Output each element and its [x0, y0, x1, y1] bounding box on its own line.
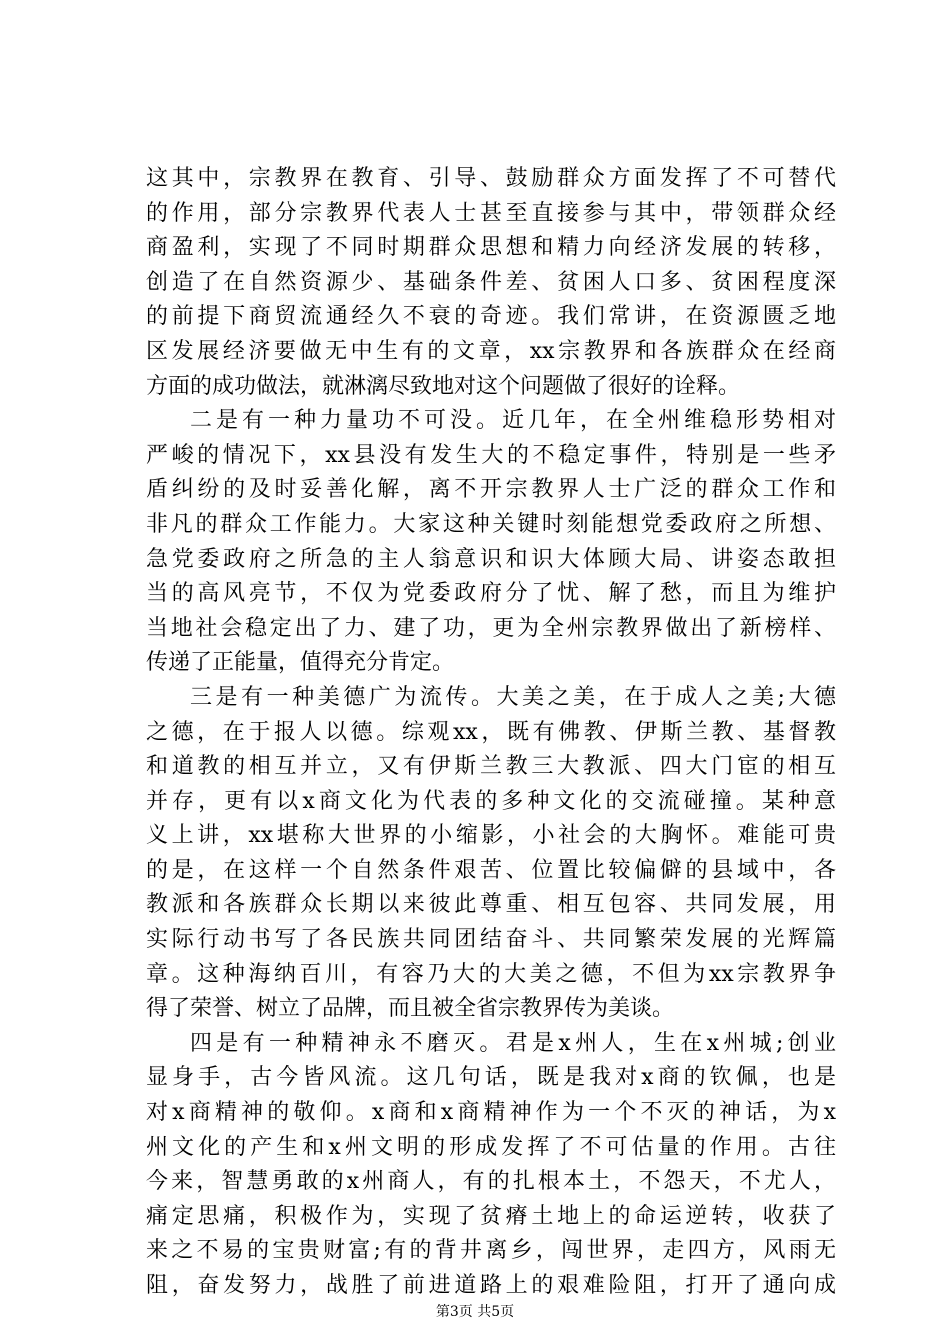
- text-line: 和道教的相互并立，又有伊斯兰教三大教派、四大门宦的相互: [146, 754, 836, 780]
- text-line: 非凡的群众工作能力。大家这种关键时刻能想党委政府之所想、: [146, 511, 836, 537]
- text-line: 痛定思痛，积极作为，实现了贫瘠土地上的命运逆转，收获了: [146, 1203, 836, 1229]
- paragraph-first-line: 三是有一种美德广为流传。大美之美，在于成人之美;大德: [190, 684, 836, 710]
- text-line: 章。这种海纳百川，有容乃大的大美之德，不但为xx宗教界争: [146, 961, 836, 987]
- text-line: 的前提下商贸流通经久不衰的奇迹。我们常讲，在资源匮乏地: [146, 304, 836, 330]
- text-line: 之德，在于报人以德。综观xx，既有佛教、伊斯兰教、基督教: [146, 719, 836, 745]
- text-line: 州文化的产生和x州文明的形成发挥了不可估量的作用。古往: [146, 1134, 836, 1160]
- text-line: 商盈利，实现了不同时期群众思想和精力向经济发展的转移，: [146, 235, 836, 261]
- text-line: 来之不易的宝贵财富;有的背井离乡，闯世界，走四方，风雨无: [146, 1238, 836, 1264]
- text-line: 这其中，宗教界在教育、引导、鼓励群众方面发挥了不可替代: [146, 166, 836, 191]
- text-line: 实际行动书写了各民族共同团结奋斗、共同繁荣发展的光辉篇: [146, 927, 836, 953]
- text-line: 创造了在自然资源少、基础条件差、贫困人口多、贫困程度深: [146, 269, 836, 295]
- page-footer: 第3页 共5页: [435, 1304, 515, 1320]
- text-line: 得了荣誉、树立了品牌，而且被全省宗教界传为美谈。: [146, 996, 675, 1022]
- paragraph-first-line: 二是有一种力量功不可没。近几年，在全州维稳形势相对: [190, 408, 836, 434]
- text-line: 的是，在这样一个自然条件艰苦、位置比较偏僻的县域中，各: [146, 857, 836, 883]
- text-line: 教派和各族群众长期以来彼此尊重、相互包容、共同发展，用: [146, 892, 836, 918]
- text-line: 今来，智慧勇敢的x州商人，有的扎根本土，不怨天，不尤人，: [146, 1169, 836, 1195]
- text-line: 严峻的情况下，xx县没有发生大的不稳定事件，特别是一些矛: [146, 442, 836, 468]
- text-line: 义上讲，xx堪称大世界的小缩影，小社会的大胸怀。难能可贵: [146, 823, 836, 849]
- paragraph-first-line: 四是有一种精神永不磨灭。君是x州人，生在x州城;创业: [190, 1030, 836, 1056]
- text-line: 阻，奋发努力，战胜了前进道路上的艰难险阻，打开了通向成: [146, 1273, 836, 1298]
- text-line: 传递了正能量，值得充分肯定。: [146, 650, 455, 676]
- body-text: [146, 162, 836, 1304]
- text-line: 区发展经济要做无中生有的文章，xx宗教界和各族群众在经商: [146, 338, 836, 364]
- text-line: 急党委政府之所急的主人翁意识和识大体顾大局、讲姿态敢担: [146, 546, 836, 572]
- text-line: 并存，更有以x商文化为代表的多种文化的交流碰撞。某种意: [146, 788, 836, 814]
- text-line: 的作用，部分宗教界代表人士甚至直接参与其中，带领群众经: [146, 200, 836, 226]
- text-line: 盾纠纷的及时妥善化解，离不开宗教界人士广泛的群众工作和: [146, 477, 836, 503]
- text-line: 对x商精神的敬仰。x商和x商精神作为一个不灭的神话，为x: [146, 1100, 836, 1126]
- text-line: 当地社会稳定出了力、建了功，更为全州宗教界做出了新榜样、: [146, 615, 836, 641]
- text-line: 显身手，古今皆风流。这几句话，既是我对x商的钦佩，也是: [146, 1065, 836, 1091]
- text-line: 当的高风亮节，不仅为党委政府分了忧、解了愁，而且为维护: [146, 581, 836, 607]
- text-line: 方面的成功做法，就淋漓尽致地对这个问题做了很好的诠释。: [146, 373, 741, 399]
